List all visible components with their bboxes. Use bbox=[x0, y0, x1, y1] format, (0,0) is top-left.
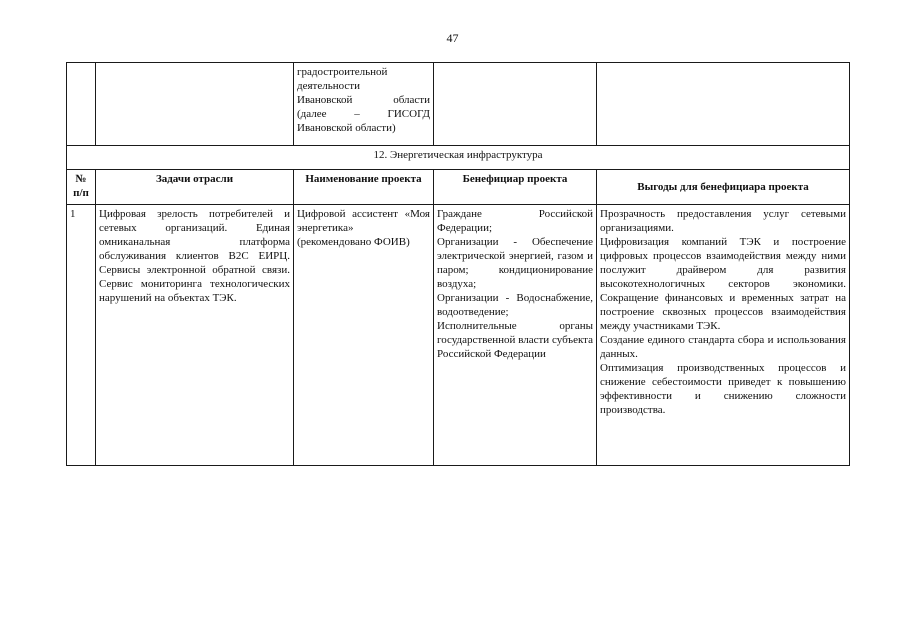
cell-empty bbox=[96, 63, 294, 146]
continuation-line: деятельности bbox=[297, 80, 360, 92]
page-number: 47 bbox=[446, 31, 459, 45]
cell-empty bbox=[67, 63, 96, 146]
benefit-item: Создание единого стандарта сбора и использования данных. bbox=[600, 334, 846, 360]
cell-empty bbox=[434, 63, 597, 146]
table-row bbox=[67, 205, 850, 466]
header-benefits: Выгоды для бенефициара проекта bbox=[597, 170, 850, 205]
header-name: Наименование проекта bbox=[294, 170, 434, 205]
benefit-item: Оптимизация производственных процессов и снижение себестоимости приведет к повышению эффективности и снижению сложности производства. bbox=[600, 362, 846, 416]
row-beneficiary bbox=[434, 205, 597, 466]
benefit-item: Цифровизация компаний ТЭК и построение цифровых процессов взаимодействия между ними послужит драйвером для развития высокотехнологичных секторов экономики. Сокращение финансовых и временных затрат на построение сквозных процессов взаимодействия между участниками ТЭК. bbox=[600, 236, 846, 332]
beneficiary-item: Организации - Обеспечение электрической энергией, газом и паром; кондиционирование воздуха; bbox=[437, 236, 593, 290]
cell-empty bbox=[597, 63, 850, 146]
beneficiary-item: Граждане Российской Федерации; bbox=[437, 208, 593, 234]
continuation-row bbox=[67, 63, 850, 146]
continuation-line: Ивановской области) bbox=[297, 122, 396, 134]
beneficiary-item: Организации - Водоснабжение, водоотведение; bbox=[437, 292, 593, 318]
row-benefits bbox=[597, 205, 850, 466]
header-num: № п/п bbox=[67, 170, 96, 205]
section-title: 12. Энергетическая инфраструктура bbox=[67, 146, 850, 170]
header-tasks: Задачи отрасли bbox=[96, 170, 294, 205]
projects-table bbox=[66, 62, 850, 466]
benefit-item: Прозрачность предоставления услуг сетевыми организациями. bbox=[600, 208, 846, 234]
continuation-line: Ивановской области bbox=[297, 94, 430, 106]
continuation-line: градостроительной bbox=[297, 66, 388, 78]
header-beneficiary: Бенефициар проекта bbox=[434, 170, 597, 205]
header-row bbox=[67, 170, 850, 205]
row-project-name: Цифровой ассистент «Моя энергетика» (рекомендовано ФОИВ) bbox=[294, 205, 434, 466]
row-num: 1 bbox=[67, 205, 96, 466]
continuation-line: (далее – ГИСОГД bbox=[297, 108, 430, 120]
section-row bbox=[67, 146, 850, 170]
row-tasks: Цифровая зрелость потребителей и сетевых организаций. Единая омниканальная платформа обслуживания клиентов B2C ЕИРЦ. Сервисы электронной обратной связи. Сервис мониторинга технологических нарушений на объектах ТЭК. bbox=[96, 205, 294, 466]
beneficiary-item: Исполнительные органы государственной власти субъекта Российской Федерации bbox=[437, 320, 593, 360]
continuation-project-name bbox=[294, 63, 434, 146]
